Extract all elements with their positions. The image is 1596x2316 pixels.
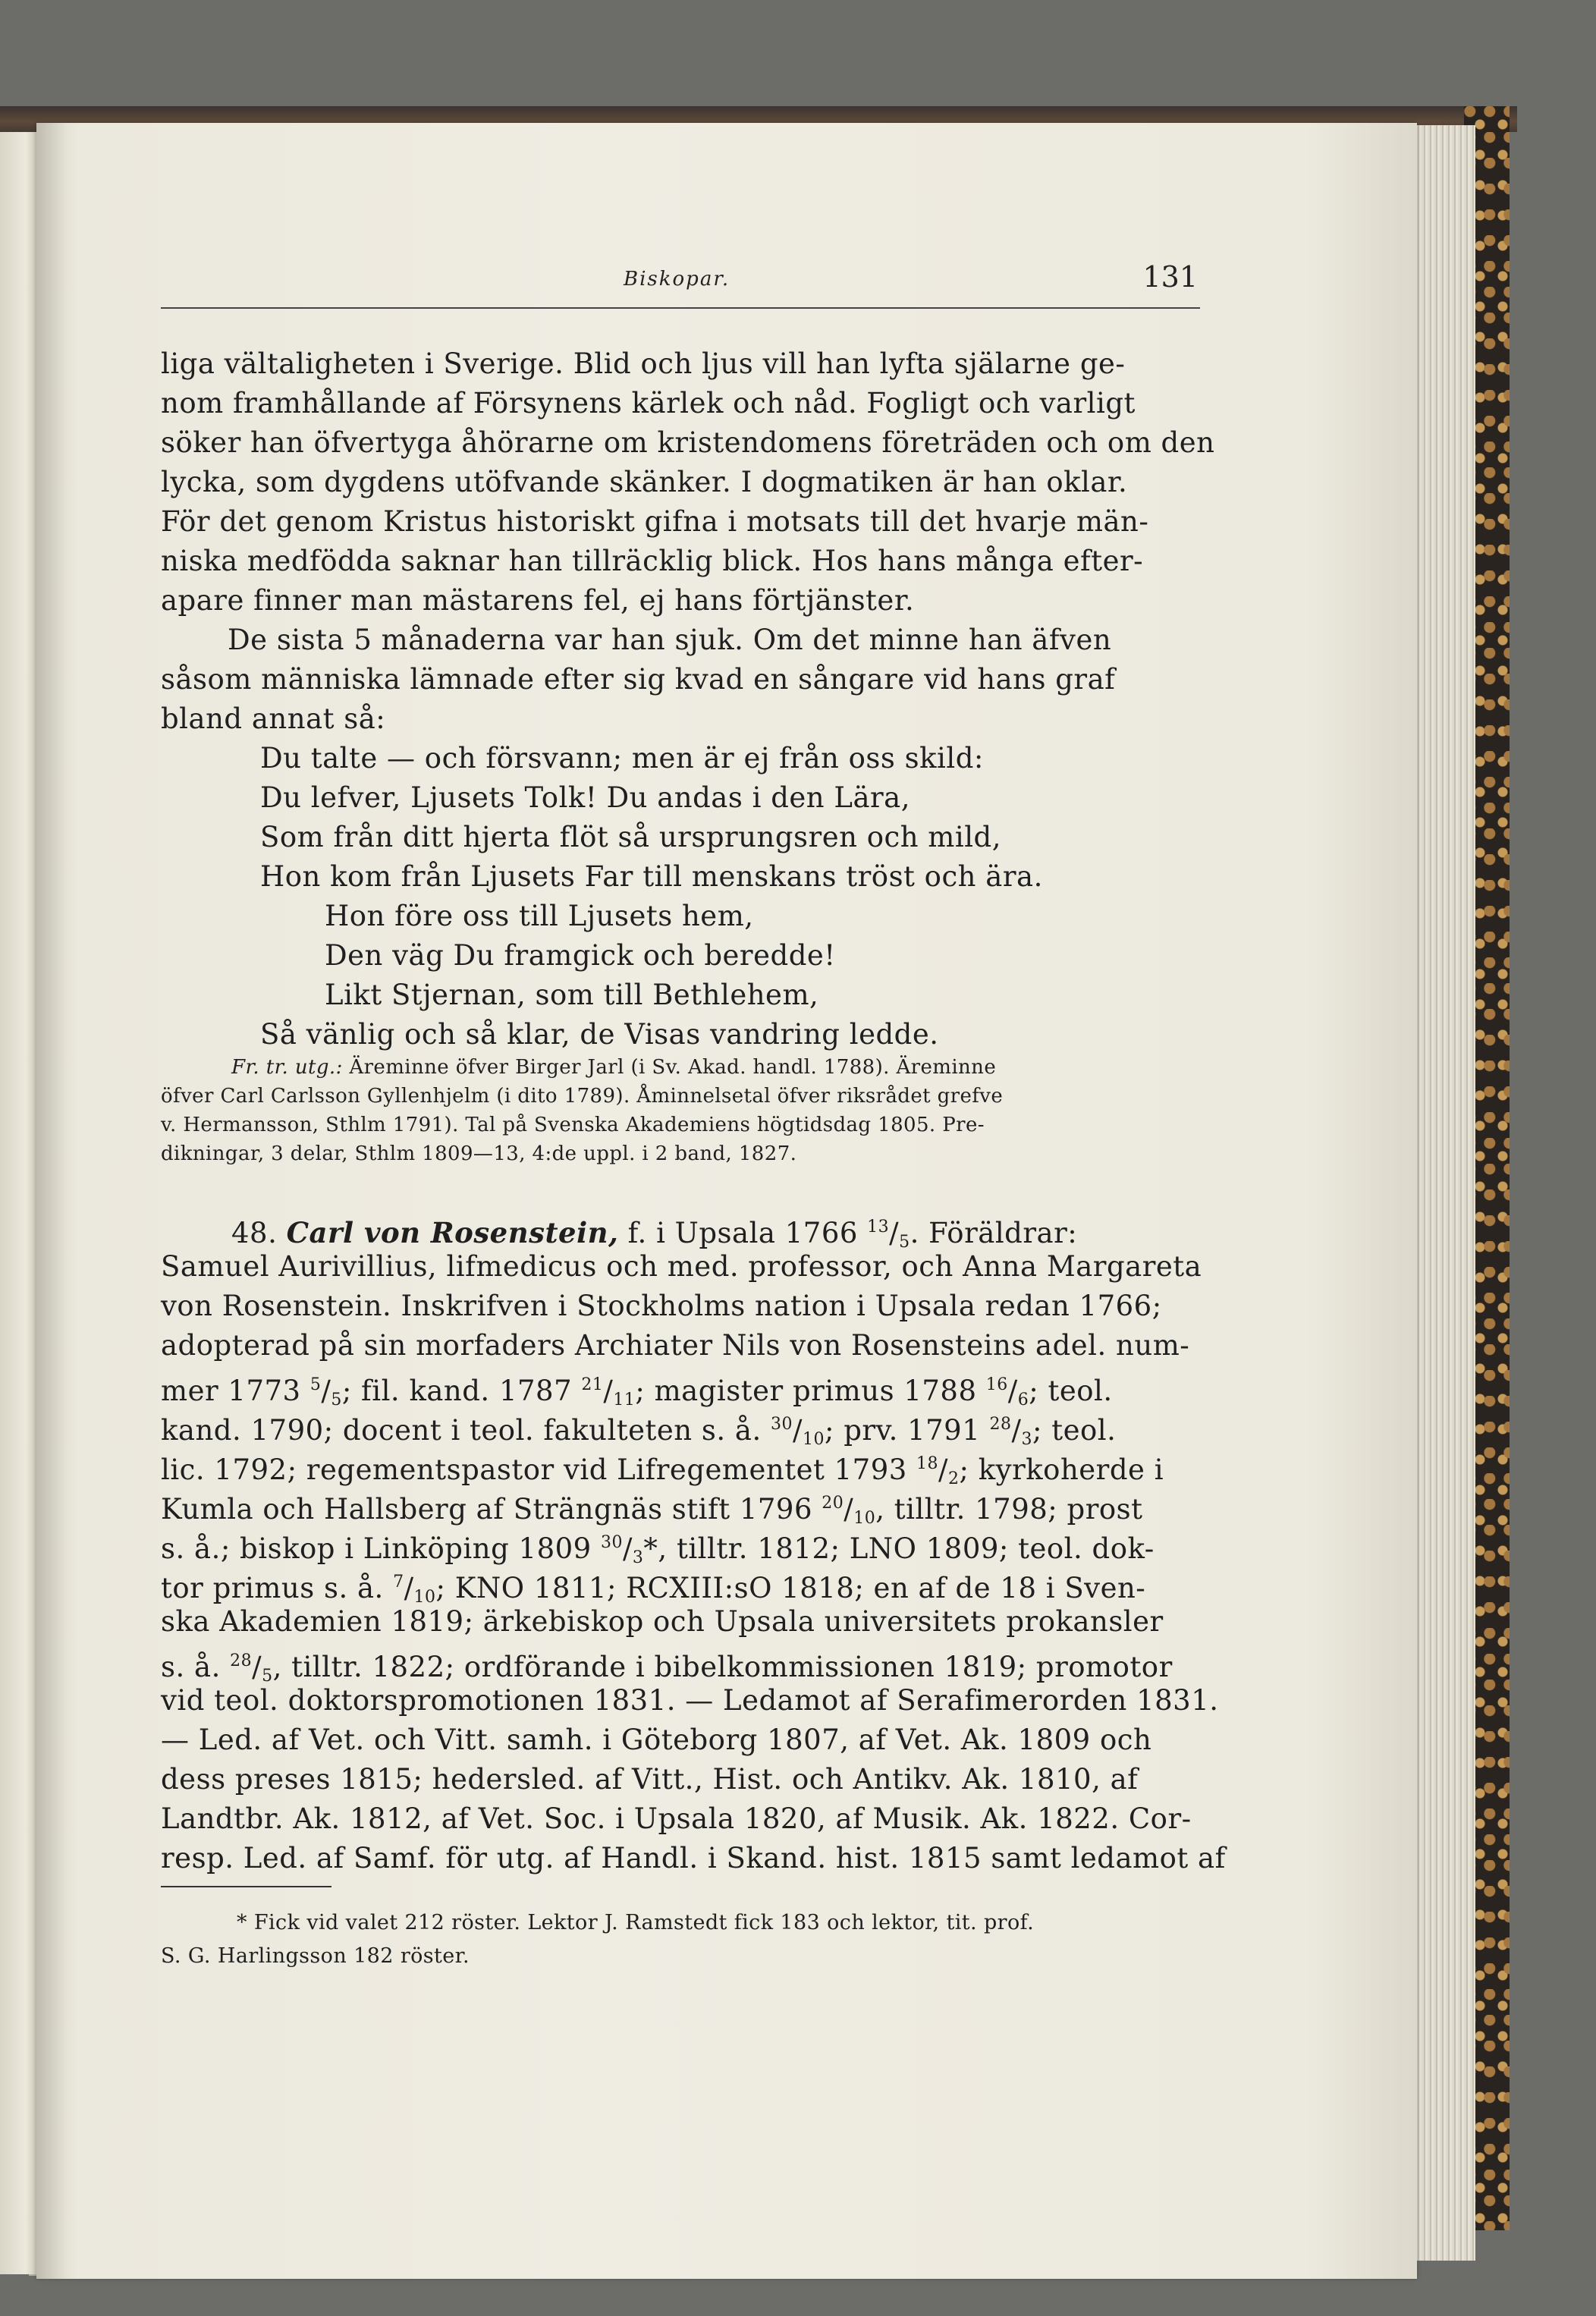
entry-line: kand. 1790; docent i teol. fakulteten s. å. $^{30}/_{10}$; prv. 1791 $^{28}/_3$; teol.	[161, 1414, 1117, 1449]
left-page	[0, 120, 36, 2274]
works-text: Äreminne öfver Birger Jarl (i Sv. Akad. handl. 1788). Äreminne	[342, 1056, 997, 1079]
text-line: liga vältaligheten i Sverige. Blid och ljus vill han lyfta själarne ge-	[161, 347, 1126, 380]
poem-line: Likt Stjernan, som till Bethlehem,	[325, 979, 819, 1011]
text-line: såsom människa lämnade efter sig kvad en sångare vid hans graf	[161, 663, 1116, 696]
entry-line: dess preses 1815; hedersled. af Vitt., Hist. och Antikv. Ak. 1810, af	[161, 1763, 1139, 1796]
footnote-rule	[161, 1886, 331, 1887]
text-line: lycka, som dygdens utöfvande skänker. I dogmatiken är han oklar.	[161, 466, 1128, 498]
page-number: 131	[1142, 260, 1198, 294]
poem-line: Som från ditt hjerta flöt så ursprungsren och mild,	[260, 821, 1002, 853]
entry-line: 48. Carl von Rosenstein, f. i Upsala 1766 $^{13}/_5$. Föräldrar:	[231, 1216, 1078, 1252]
entry-line: s. å. $^{28}/_5$, tilltr. 1822; ordförande i bibelkommissionen 1819; promotor	[161, 1651, 1173, 1686]
entry-line: s. å.; biskop i Linköping 1809 $^{30}/_3*$, tilltr. 1812; LNO 1809; teol. dok-	[161, 1532, 1155, 1567]
poem-line: Du lefver, Ljusets Tolk! Du andas i den Lära,	[260, 781, 911, 814]
date-month: 5	[899, 1233, 910, 1252]
page-header	[161, 262, 1200, 309]
date-day: 13	[867, 1218, 890, 1237]
text-line: söker han öfvertyga åhörarne om kristendomens företräden och om den	[161, 426, 1215, 459]
running-title: Biskopar.	[624, 268, 730, 291]
entry-text: . Föräldrar:	[910, 1217, 1078, 1249]
poem-line: Du talte — och försvann; men är ej från oss skild:	[260, 742, 984, 775]
footnote-line: * Fick vid valet 212 röster. Lektor J. Ramstedt fick 183 och lektor, tit. prof.	[237, 1911, 1035, 1934]
text-line: De sista 5 månaderna var han sjuk. Om det minne han äfven	[228, 624, 1112, 656]
text-line: bland annat så:	[161, 702, 386, 735]
entry-line: von Rosenstein. Inskrifven i Stockholms nation i Upsala redan 1766;	[161, 1290, 1162, 1322]
poem-line: Så vänlig och så klar, de Visas vandring ledde.	[260, 1018, 939, 1051]
works-line: dikningar, 3 delar, Sthlm 1809—13, 4:de uppl. i 2 band, 1827.	[161, 1142, 797, 1165]
poem-line: Hon före oss till Ljusets hem,	[325, 900, 754, 932]
entry-line: adopterad på sin morfaders Archiater Nils von Rosensteins adel. num-	[161, 1329, 1190, 1362]
text-line: apare finner man mästarens fel, ej hans förtjänster.	[161, 584, 915, 617]
poem-line: Den väg Du framgick och beredde!	[325, 939, 836, 972]
works-line: öfver Carl Carlsson Gyllenhjelm (i dito 1789). Åminnelsetal öfver riksrådet grefve	[161, 1085, 1004, 1108]
text-line: För det genom Kristus historiskt gifna i motsats till det hvarje män-	[161, 505, 1149, 538]
entry-line: ska Akademien 1819; ärkebiskop och Upsala universitets prokansler	[161, 1605, 1164, 1638]
works-line: v. Hermansson, Sthlm 1791). Tal på Svenska Akademiens högtidsdag 1805. Pre-	[161, 1114, 985, 1136]
entry-text: f. i Upsala 1766	[618, 1217, 868, 1249]
entry-name: Carl von Rosenstein,	[286, 1216, 619, 1249]
entry-line: vid teol. doktorspromotionen 1831. — Ledamot af Serafimerorden 1831.	[161, 1684, 1219, 1717]
entry-line: tor primus s. å. $^7/_{10}$; KNO 1811; RCXIII:sO 1818; en af de 18 i Sven-	[161, 1572, 1146, 1607]
page-gutter-shadow	[36, 123, 67, 2279]
entry-line: — Led. af Vet. och Vitt. samh. i Göteborg 1807, af Vet. Ak. 1809 och	[161, 1724, 1152, 1756]
entry-line: lic. 1792; regementspastor vid Lifregementet 1793 $^{18}/_2$; kyrkoherde i	[161, 1453, 1164, 1488]
text-line: nom framhållande af Försynens kärlek och nåd. Fogligt och varligt	[161, 387, 1136, 420]
entry-line: resp. Led. af Samf. för utg. af Handl. i Skand. hist. 1815 samt ledamot af	[161, 1842, 1226, 1874]
works-label: Fr. tr. utg.:	[231, 1056, 343, 1079]
entry-line: Kumla och Hallsberg af Strängnäs stift 1796 $^{20}/_{10}$, tilltr. 1798; prost	[161, 1493, 1143, 1528]
entry-line: Samuel Aurivillius, lifmedicus och med. professor, och Anna Margareta	[161, 1250, 1202, 1283]
footnote-line: S. G. Harlingsson 182 röster.	[161, 1944, 470, 1968]
works-line	[231, 1053, 996, 1082]
entry-line: mer 1773 $^5/_5$; fil. kand. 1787 $^{21}/_{11}$; magister primus 1788 $^{16}/_6$; teol.	[161, 1375, 1113, 1409]
text-line: niska medfödda saknar han tillräcklig blick. Hos hans många efter-	[161, 545, 1144, 577]
entry-number: 48.	[231, 1217, 278, 1249]
entry-line: Landtbr. Ak. 1812, af Vet. Soc. i Upsala 1820, af Musik. Ak. 1822. Cor-	[161, 1802, 1192, 1835]
poem-line: Hon kom från Ljusets Far till menskans tröst och ära.	[260, 860, 1043, 893]
